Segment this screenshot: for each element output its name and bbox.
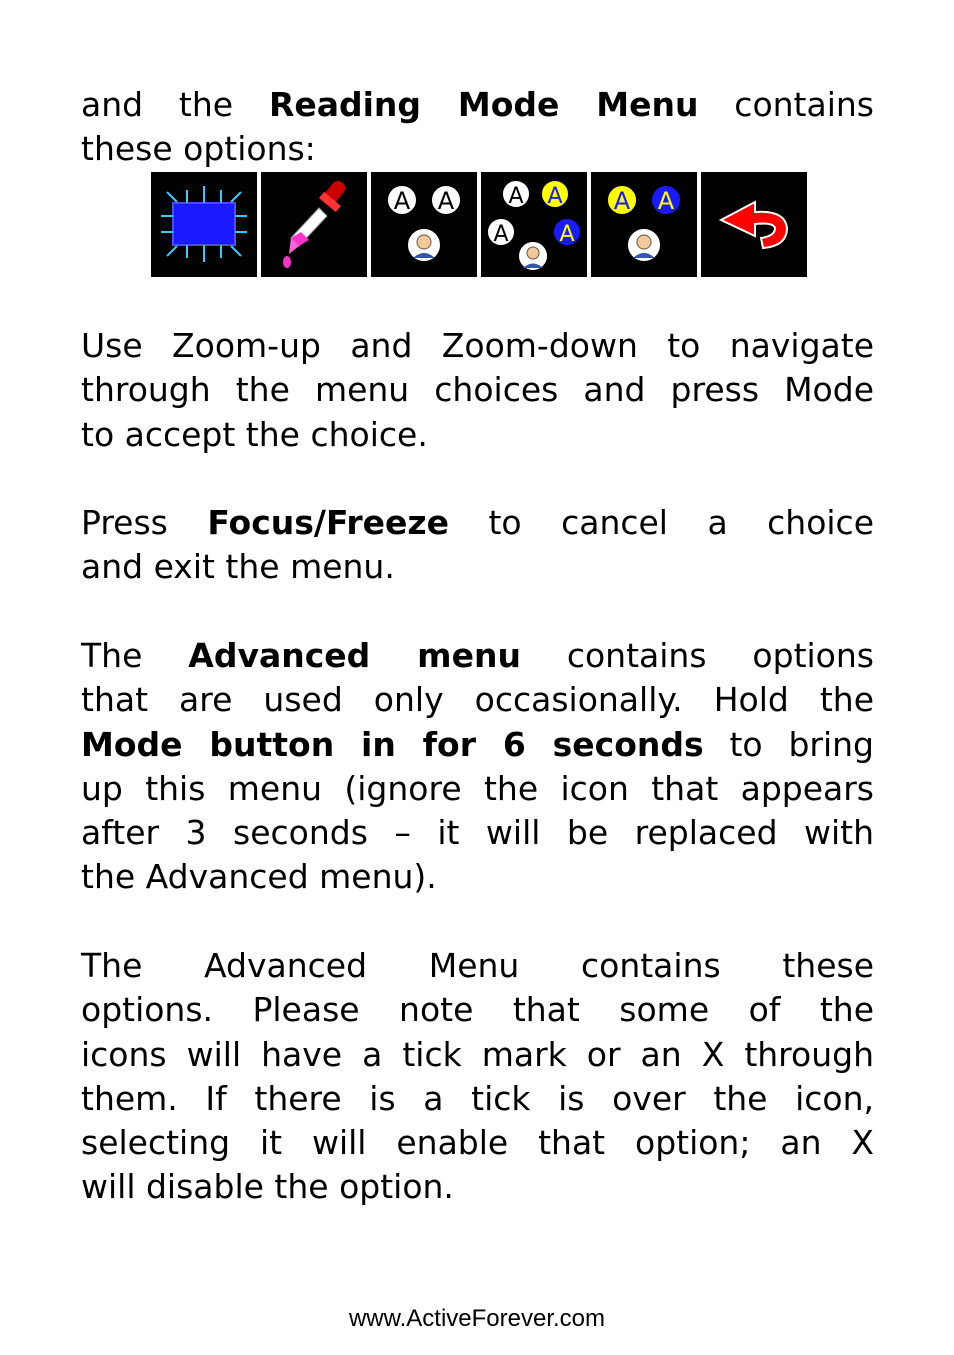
svg-text:A: A <box>508 184 524 209</box>
text-line: the Advanced menu). <box>81 857 437 897</box>
text-line: after 3 seconds – it will be replaced with <box>81 813 874 853</box>
bold-term-reading-mode-menu: Reading Mode Menu <box>268 85 699 124</box>
bold-term-mode-button: Mode button in for 6 seconds <box>81 724 704 764</box>
black-white-text-icon <box>371 172 477 277</box>
bold-term-advanced-menu: Advanced menu <box>188 636 521 675</box>
paragraph-reading-mode-intro <box>81 83 874 172</box>
mixed-text-colors-icon <box>481 172 587 277</box>
svg-text:A: A <box>613 187 631 215</box>
text-line: icons will have a tick mark or an X through <box>81 1034 874 1074</box>
text-line: options. Please note that some of the <box>81 990 874 1030</box>
footer-website: www.ActiveForever.com <box>348 1305 606 1332</box>
paragraph-advanced-options <box>81 944 874 1210</box>
text-line: selecting it will enable that option; an X <box>81 1123 874 1163</box>
paragraph-advanced-menu <box>81 634 874 900</box>
svg-text:A: A <box>393 187 411 215</box>
return-arrow-icon <box>701 172 807 277</box>
svg-text:A: A <box>493 222 509 247</box>
color-dropper-icon <box>261 172 367 277</box>
text-line: will disable the option. <box>81 1167 454 1207</box>
text-line: The Advanced Menu contains these <box>81 946 874 985</box>
paragraph-cancel <box>81 501 874 590</box>
text-line: through the menu choices and press Mode <box>81 370 874 410</box>
text-line: and the Reading Mode Menu contains <box>81 85 874 124</box>
svg-text:A: A <box>559 222 575 247</box>
text-line: Press Focus/Freeze to cancel a choice <box>81 503 874 542</box>
svg-text:A: A <box>547 184 563 209</box>
text-line: that are used only occasionally. Hold the <box>81 680 874 720</box>
bold-term-focus-freeze: Focus/Freeze <box>207 503 450 542</box>
text-line: them. If there is a tick is over the icon, <box>81 1078 874 1118</box>
brightness-rectangle-icon <box>151 172 257 277</box>
paragraph-navigation <box>81 324 874 457</box>
svg-text:A: A <box>437 187 455 215</box>
text-line: to accept the choice. <box>81 414 428 454</box>
reading-mode-icon-strip <box>151 172 807 277</box>
text-line: The Advanced menu contains options <box>81 636 874 675</box>
text-line: these options: <box>81 129 316 169</box>
svg-text:A: A <box>657 187 675 215</box>
yellow-blue-text-icon <box>591 172 697 277</box>
text-line: Mode button in for 6 seconds to bring <box>81 724 874 764</box>
text-line: up this menu (ignore the icon that appears <box>81 768 874 808</box>
text-line: Use Zoom-up and Zoom-down to navigate <box>81 326 874 365</box>
text-line: and exit the menu. <box>81 547 395 587</box>
